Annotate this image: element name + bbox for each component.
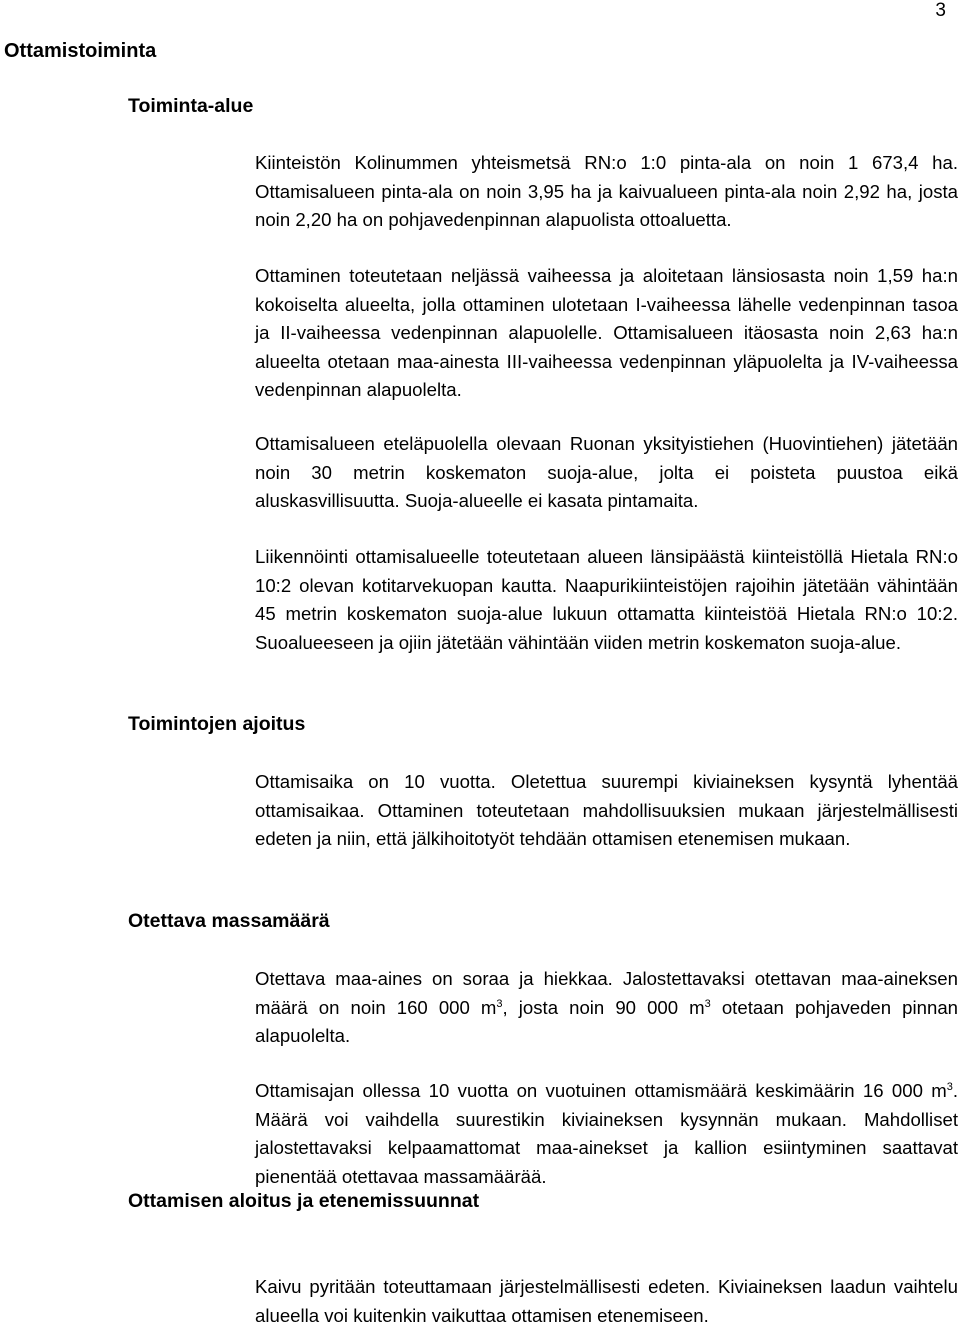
section-title-toiminta-alue: Toiminta-alue [128,95,254,117]
paragraph: Otettava maa-aines on soraa ja hiekkaa. Jalostettavaksi otettavan maa-aineksen määrä on noin 160 000 $m^3$, josta noin 90 000 $m^3$ otetaan pohjaveden pinnan alapuolelta. [255,968,959,1046]
paragraph: Ottamisalueen eteläpuolella olevaan Ruonan yksityistiehen (Huovintiehen) jätetään noin 30 metrin koskematon suoja-alue, jolta ei poisteta puustoa eikä aluskasvillisuutta. Suoja-alueelle ei kasata pintamaita. [255,433,958,511]
paragraph: Ottamisajan ollessa 10 vuotta on vuotuinen ottamismäärä keskimäärin 16 000 $m^3$. Määrä voi vaihdella suurestikin kiviaineksen kysynnän mukaan. Mahdolliset jalostettavaksi kelpaamattomat maa-ainekset ja kallion esiintyminen saattavat pienentää otettavaa massamäärää. [255,1080,958,1187]
paragraph: Ottamisaika on 10 vuotta. Oletettua suurempi kiviaineksen kysyntä lyhentää ottamisaikaa. Ottaminen toteutetaan mahdollisuuksien mukaan järjestelmällisesti edeten ja niin, että jälkihoitotyöt tehdään ottamisen etenemisen mukaan. [255,771,958,849]
paragraph: Ottaminen toteutetaan neljässä vaiheessa ja aloitetaan länsiosasta noin 1,59 ha:n kokoiselta alueelta, jolla ottaminen ulotetaan I-vaiheessa lähelle vedenpinnan tasoa ja II-vaiheessa vedenpinnan alapuolelle. Ottamisalueen itäosasta noin 2,63 ha:n alueelta otetaan maa-ainesta III-vaiheessa vedenpinnan yläpuolelta ja IV-vaiheessa vedenpinnan alapuolelta. [255,265,958,400]
paragraph: Kaivu pyritään toteuttamaan järjestelmällisesti edeten. Kiviaineksen laadun vaihtelu alueella voi kuitenkin vaikuttaa ottamisen etenemiseen. [255,1276,958,1326]
page-number: 3 [935,0,946,21]
section-title-otettava-massamaara: Otettava massamäärä [128,910,330,932]
main-title: Ottamistoiminta [4,40,157,62]
section-title-toimintojen-ajoitus: Toimintojen ajoitus [128,713,306,735]
paragraph: Liikennöinti ottamisalueelle toteutetaan alueen länsipäästä kiinteistöllä Hietala RN:o 10:2 olevan kotitarvekuopan kautta. Naapurikiinteistöjen rajoihin jätetään vähintään 45 metrin koskematon suoja-alue lukuun ottamatta kiinteistöä Hietala RN:o 10:2. Suoalueeseen ja ojiin jätetään vähintään viiden metrin koskematon suoja-alue. [255,546,958,653]
section-title-ottamisen-aloitus: Ottamisen aloitus ja etenemissuunnat [128,1190,480,1212]
paragraph: Kiinteistön Kolinummen yhteismetsä RN:o 1:0 pinta-ala on noin 1 673,4 ha. Ottamisalueen pinta-ala on noin 3,95 ha ja kaivualueen pinta-ala noin 2,92 ha, josta noin 2,20 ha on pohjavedenpinnan alapuolista ottoaluetta. [255,152,958,230]
